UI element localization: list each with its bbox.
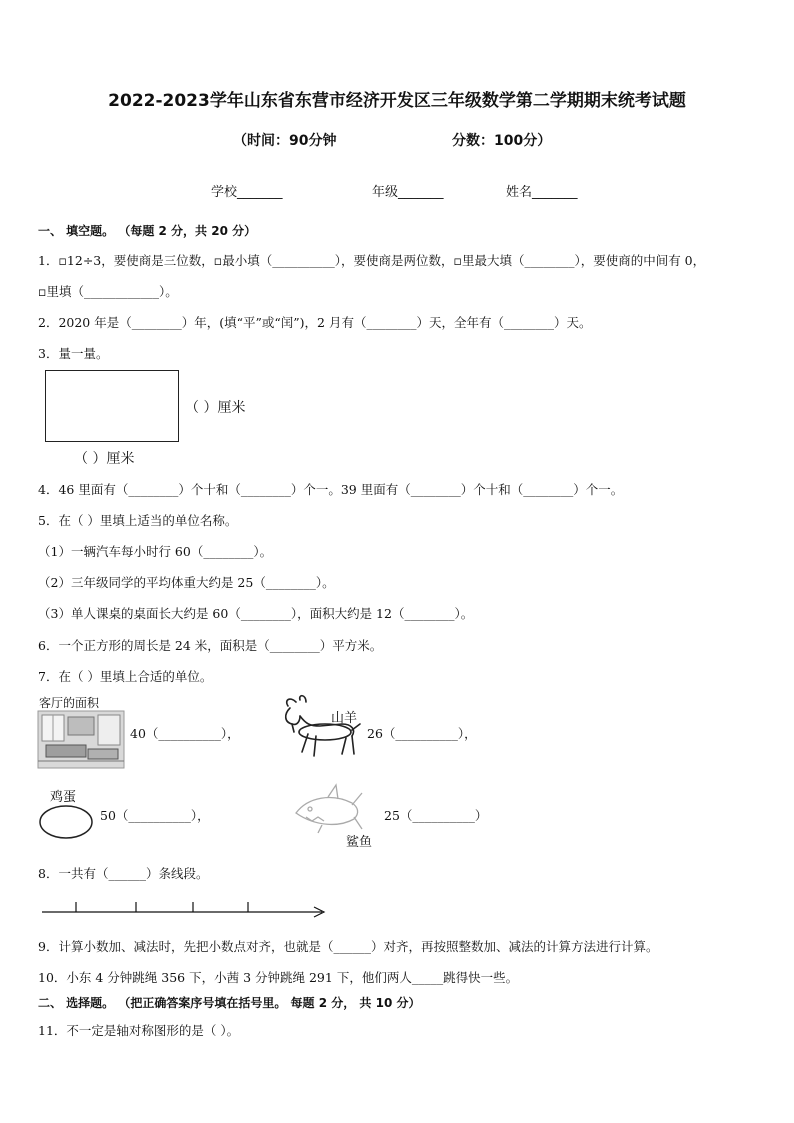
shark-icon (292, 783, 364, 835)
egg-weight-blank: 50（__________）， (100, 808, 210, 823)
goat-icon (280, 694, 362, 770)
rect-width-label: （ ）厘米 (74, 451, 135, 467)
shark-weight-blank: 25（__________） (384, 808, 488, 823)
question-7: 7．在（ ）里填上合适的单位。 (38, 669, 213, 684)
question-11: 11．不一定是轴对称图形的是（ ）。 (38, 1023, 240, 1038)
section-1-heading: 一、 填空题。 （每题 2 分，共 20 分） (38, 224, 257, 238)
question-8: 8．一共有（______）条线段。 (38, 866, 209, 881)
question-5-part-3: （3）单人课桌的桌面长大约是 60（________），面积大约是 12（________）。 (38, 606, 474, 621)
question-3: 3．量一量。 (38, 346, 109, 361)
question-10: 10．小东 4 分钟跳绳 356 下，小茜 3 分钟跳绳 291 下，他们两人_____跳得快一些。 (38, 970, 519, 985)
question-1-line-2: ▫里填（____________）。 (38, 284, 178, 299)
shark-label: 鲨鱼 (346, 835, 373, 850)
name-field: 姓名_______ (506, 185, 578, 200)
exam-time: （时间：90分钟 (233, 133, 337, 149)
egg-icon (38, 804, 94, 840)
measure-rectangle (45, 370, 179, 442)
grade-field: 年级_______ (372, 185, 444, 200)
goat-label: 山羊 (331, 711, 358, 726)
question-1-line-1: 1．▫12÷3，要使商是三位数，▫最小填（__________），要使商是两位数，▫里最大填（________），要使商的中间有 0， (38, 253, 706, 268)
question-6: 6．一个正方形的周长是 24 米，面积是（________）平方米。 (38, 638, 383, 653)
room-label: 客厅的面积 (39, 696, 100, 710)
question-5-part-1: （1）一辆汽车每小时行 60（________）。 (38, 544, 273, 559)
page-title: 2022-2023学年山东省东营市经济开发区三年级数学第二学期期末统考试题 (108, 91, 686, 111)
question-9: 9．计算小数加、减法时，先把小数点对齐，也就是（______）对齐，再按照整数加、减法的计算方法进行计算。 (38, 939, 659, 954)
rect-height-label: （ ）厘米 (185, 400, 246, 416)
question-5-part-2: （2）三年级同学的平均体重大约是 25（________）。 (38, 575, 335, 590)
egg-label: 鸡蛋 (50, 790, 77, 805)
section-2-heading: 二、 选择题。 （把正确答案序号填在括号里。 每题 2 分， 共 10 分） (38, 996, 421, 1010)
line-segment-figure (42, 896, 328, 920)
school-field: 学校_______ (211, 185, 283, 200)
room-area-blank: 40（__________）， (130, 726, 240, 741)
goat-weight-blank: 26（__________）， (367, 726, 477, 741)
exam-score: 分数：100分） (452, 133, 552, 149)
question-5: 5．在（ ）里填上适当的单位名称。 (38, 513, 238, 528)
question-4: 4．46 里面有（________）个十和（________）个一。39 里面有（________）个十和（________）个一。 (38, 482, 624, 497)
living-room-picture (38, 711, 124, 768)
question-2: 2．2020 年是（________）年，(填“平”或“闰”)，2 月有（________）天，全年有（________）天。 (38, 315, 592, 330)
